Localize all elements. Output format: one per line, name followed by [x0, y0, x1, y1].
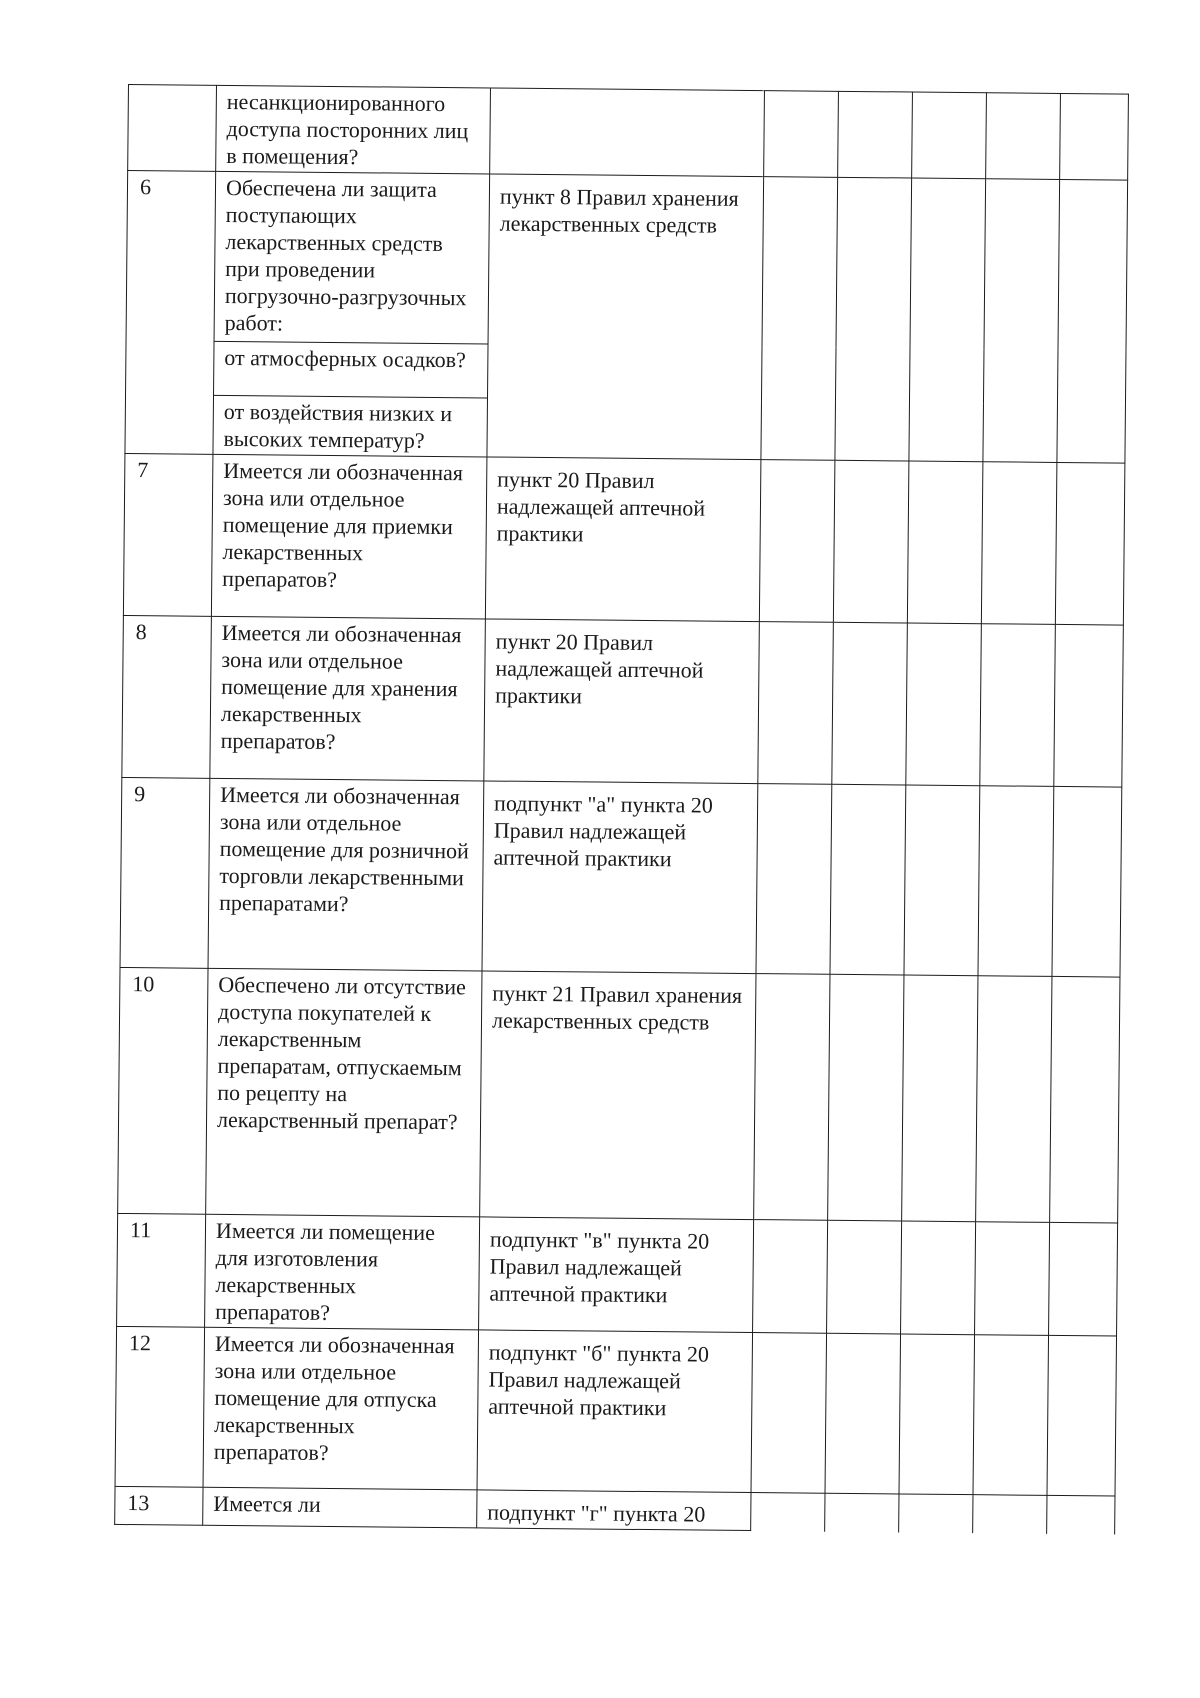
answer-cell	[973, 1495, 1047, 1534]
reference-cell: подпункт "б" пункта 20 Правил надлежащей аптечной практики	[477, 1330, 753, 1493]
answer-cell	[899, 1494, 973, 1533]
reference-cell: пункт 20 Правил надлежащей аптечной практики	[484, 619, 760, 784]
answer-cell	[1049, 1222, 1118, 1336]
answer-cell	[835, 177, 912, 461]
answer-cell	[756, 784, 832, 975]
answer-cell	[904, 785, 980, 976]
answer-cell	[764, 91, 839, 178]
answer-cell	[759, 460, 835, 623]
row-number	[128, 85, 217, 172]
table-row	[120, 777, 1122, 977]
answer-cell	[828, 974, 904, 1221]
answer-cell	[761, 177, 838, 461]
question-cell: Обеспечено ли отсутствие доступа покупателей к лекарственным препаратам, отпускаемым по рецепту на лекарственный препарат?	[206, 968, 482, 1217]
question-cell: Имеется ли обозначенная зона или отдельное помещение для приемки лекарственных препаратов?	[211, 454, 487, 619]
answer-cell	[1060, 93, 1129, 180]
answer-cell	[986, 93, 1061, 180]
answer-cell	[901, 1221, 976, 1335]
table-row	[128, 85, 1129, 181]
answer-cell	[899, 1334, 975, 1495]
table-row	[126, 171, 1128, 351]
answer-cell	[907, 461, 983, 624]
answer-cell	[983, 179, 1060, 463]
answer-cell	[909, 178, 986, 462]
sub-question-cell: от воздействия низких и высоких температур?	[213, 395, 488, 457]
answer-cell	[751, 1493, 825, 1532]
answer-cell	[1047, 1335, 1117, 1496]
answer-cell	[827, 1220, 902, 1334]
table-row	[122, 615, 1124, 787]
reference-cell: пункт 21 Правил хранения лекарственных средств	[480, 971, 756, 1220]
answer-cell	[902, 975, 978, 1222]
answer-cell	[981, 462, 1057, 625]
answer-cell	[830, 784, 906, 975]
answer-cell	[754, 974, 830, 1221]
question-cell: Имеется ли помещение для изготовления лекарственных препаратов?	[205, 1214, 480, 1330]
answer-cell	[1057, 179, 1128, 463]
table-row	[118, 967, 1120, 1223]
question-cell: Имеется ли обозначенная зона или отдельное помещение для хранения лекарственных препаратов?	[210, 616, 486, 781]
answer-cell	[833, 460, 909, 623]
question-cell: Имеется ли обозначенная зона или отдельное помещение для розничной торговли лекарственными препаратами?	[208, 778, 484, 971]
answer-cell	[758, 622, 834, 785]
row-number: 9	[120, 777, 210, 968]
row-number: 7	[123, 453, 213, 616]
checklist-table	[114, 84, 1129, 1535]
reference-cell: подпункт "а" пункта 20 Правил надлежащей аптечной практики	[482, 781, 758, 974]
reference-cell: подпункт "г" пункта 20	[477, 1490, 751, 1531]
answer-cell	[825, 1333, 901, 1494]
row-number: 6	[125, 171, 216, 455]
reference-cell: подпункт "в" пункта 20 Правил надлежащей аптечной практики	[479, 1217, 754, 1333]
reference-cell: пункт 20 Правил надлежащей аптечной практики	[485, 457, 761, 622]
table-row	[115, 1326, 1116, 1496]
answer-cell	[973, 1335, 1049, 1496]
answer-cell	[838, 91, 913, 178]
question-cell: Обеспечена ли защита поступающих лекарственных средств при проведении погрузочно-разгрузочных работ:	[214, 171, 490, 344]
answer-cell	[975, 1222, 1050, 1336]
reference-cell	[490, 88, 765, 177]
row-number: 12	[115, 1326, 205, 1487]
question-cell: Имеется ли	[203, 1487, 477, 1528]
reference-cell: пункт 8 Правил хранения лекарственных средств	[487, 174, 764, 460]
answer-cell	[1050, 976, 1120, 1223]
row-number: 8	[122, 615, 212, 778]
answer-cell	[753, 1220, 828, 1334]
row-number: 10	[118, 967, 208, 1214]
answer-cell	[976, 976, 1052, 1223]
answer-cell	[978, 786, 1054, 977]
answer-cell	[825, 1493, 899, 1532]
answer-cell	[1055, 462, 1125, 625]
answer-cell	[1047, 1495, 1115, 1534]
question-cell: несанкционированного доступа посторонних лиц в помещения?	[216, 85, 491, 174]
answer-cell	[751, 1333, 827, 1494]
answer-cell	[906, 623, 982, 786]
question-cell: Имеется ли обозначенная зона или отдельное помещение для отпуска лекарственных препаратов?	[203, 1327, 479, 1490]
answer-cell	[1052, 786, 1122, 977]
answer-cell	[912, 92, 987, 179]
sub-question-cell: от атмосферных осадков?	[214, 341, 489, 398]
table-row	[117, 1213, 1118, 1336]
answer-cell	[980, 624, 1056, 787]
answer-cell	[1054, 624, 1124, 787]
row-number: 11	[117, 1213, 206, 1327]
table-row	[123, 453, 1125, 625]
answer-cell	[832, 622, 908, 785]
row-number: 13	[115, 1486, 203, 1525]
